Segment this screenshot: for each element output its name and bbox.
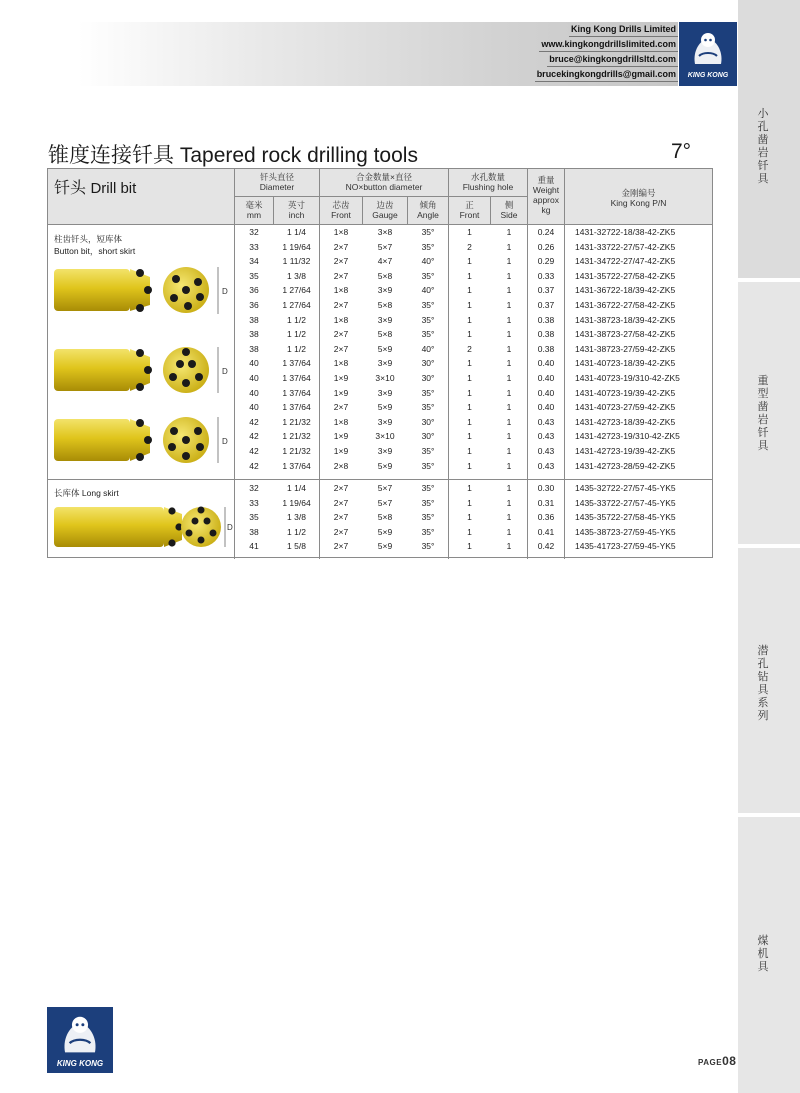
table-cell: 1 [506, 402, 512, 413]
sidebar-tab-heavy[interactable] [738, 282, 800, 544]
table-cell: 0.43 [537, 446, 555, 456]
gauge-button-header: 边齿 Gauge [372, 200, 398, 220]
table-cell: 1 [467, 373, 472, 383]
table-cell: 35 [249, 270, 259, 281]
table-cell: 1 [506, 256, 512, 267]
table-cell: 1×9 [333, 373, 349, 383]
table-cell: 0.43 [537, 416, 555, 427]
table-cell: 3×9 [377, 285, 393, 296]
table-cell: 1 [506, 343, 512, 354]
table-cell: 1 [467, 483, 472, 493]
table-cell: 35 [249, 512, 259, 523]
table-cell: 40 [249, 358, 259, 369]
table-cell: 1431-40723-27/59-42-ZK5 [575, 402, 676, 413]
table-cell: 0.29 [537, 256, 555, 267]
table-cell: 1435-38723-27/59-45-YK5 [575, 526, 676, 537]
table-cell: 1 37/64 [282, 387, 311, 398]
table-cell: 0.40 [537, 358, 555, 369]
page-title: 锥度连接钎具 Tapered rock drilling tools [48, 144, 418, 167]
table-cell: 38 [249, 329, 259, 340]
table-cell: 1431-40723-18/39-42-ZK5 [575, 358, 676, 369]
table-cell: 0.37 [537, 300, 555, 310]
sidebar-tab-dth[interactable] [738, 548, 800, 813]
drill-bit-illustrations [48, 169, 234, 559]
sidebar [738, 0, 800, 1093]
front-button-header: 芯齿 Front [331, 200, 351, 220]
table-cell: 0.30 [537, 483, 555, 493]
table-cell: 1 1/4 [287, 227, 306, 237]
table-cell: 33 [249, 241, 259, 252]
table-cell: 2×8 [333, 460, 349, 471]
table-cell: 1 19/64 [282, 241, 311, 252]
table-cell: 1 [467, 526, 472, 537]
table-cell: 1 [506, 241, 512, 252]
table-cell: 42 [249, 460, 259, 471]
table-cell: 1431-42723-19/310-42-ZK5 [575, 431, 680, 442]
table-cell: 1 [467, 358, 472, 369]
company-name: King Kong Drills Limited [569, 22, 678, 37]
table-cell: 3×10 [375, 431, 395, 442]
table-cell: 1 [506, 541, 512, 552]
table-cell: 35° [421, 483, 435, 493]
table-cell: 1 37/64 [282, 358, 311, 369]
table-cell: 38 [249, 314, 259, 325]
table-cell: 32 [249, 227, 259, 237]
table-cell: 1 [506, 497, 512, 508]
table-cell: 1 [467, 416, 472, 427]
weight-header: 重量 Weight approx kg [532, 175, 560, 215]
table-cell: 40° [421, 285, 435, 296]
table-cell: 0.37 [537, 285, 555, 296]
table-cell: 1 [467, 541, 472, 552]
table-cell: 5×9 [377, 343, 393, 354]
table-cell: 35° [421, 314, 435, 325]
table-cell: 5×9 [377, 460, 393, 471]
button-bit-image-2 [54, 347, 228, 393]
table-cell: 1×9 [333, 431, 349, 442]
website-link[interactable]: www.kingkongdrillslimited.com [539, 37, 678, 52]
table-cell: 5×8 [377, 512, 393, 523]
table-cell: 30° [421, 431, 435, 442]
table-cell: 1 [506, 358, 512, 369]
table-cell: 3×9 [377, 314, 393, 325]
table-cell: 1 21/32 [282, 446, 311, 456]
table-cell: 0.33 [537, 270, 555, 281]
table-cell: 1 [506, 512, 512, 523]
pn-header: 金刚编号 King Kong P/N [610, 188, 667, 208]
table-cell: 36 [249, 285, 259, 296]
table-cell: 35° [421, 329, 435, 340]
table-cell: 1435-35722-27/58-45-YK5 [575, 512, 676, 523]
sidebar-tab-label: 煤机具 [757, 935, 769, 973]
table-cell: 1 1/2 [287, 314, 306, 325]
table-cell: 32 [249, 483, 259, 493]
table-cell: 5×7 [377, 241, 393, 252]
long-skirt-bit-image [54, 507, 233, 548]
logo-text: KING KONG [687, 72, 729, 79]
button-bit-image-3 [54, 417, 228, 463]
buttons-header: 合金数量×直径 NO×button diameter [345, 172, 423, 192]
inch-header: 英寸 inch [287, 200, 305, 220]
table-cell: 4×7 [377, 256, 393, 267]
table-cell: 2 [467, 241, 472, 252]
table-cell: 1431-42723-18/39-42-ZK5 [575, 416, 676, 427]
table-cell: 40° [421, 343, 435, 354]
table-cell: 1 37/64 [282, 373, 311, 383]
table-cell: 40 [249, 387, 259, 398]
table-cell: 5×8 [377, 270, 393, 281]
table-cell: 1 1/2 [287, 329, 306, 340]
table-cell: 1 [506, 329, 512, 340]
table-cell: 36 [249, 300, 259, 310]
table-cell: 1431-32722-18/38-42-ZK5 [575, 227, 676, 237]
drill-bit-table [47, 168, 713, 558]
table-cell: 5×9 [377, 541, 393, 552]
table-cell: 0.26 [537, 241, 555, 252]
table-cell: 3×9 [377, 446, 393, 456]
table-cell: 33 [249, 497, 259, 508]
flushing-header: 水孔数量 Flushing hole [462, 172, 514, 192]
table-cell: 2×7 [333, 329, 349, 340]
table-cell: 1 [467, 314, 472, 325]
king-kong-logo-bottom [47, 1007, 113, 1073]
table-cell: 1 [506, 285, 512, 296]
table-cell: 1435-33722-27/57-45-YK5 [575, 497, 676, 508]
table-cell: 42 [249, 431, 259, 442]
table-cell: 0.43 [537, 431, 555, 442]
diameter-header: 钎头直径 Diameter [259, 172, 295, 192]
table-cell: 1 [467, 402, 472, 413]
table-cell: 1431-38723-18/39-42-ZK5 [575, 314, 676, 325]
table-cell: 0.38 [537, 343, 555, 354]
table-cell: 2×7 [333, 402, 349, 413]
table-cell: 35° [421, 497, 435, 508]
product-name-en: Drill bit [90, 180, 137, 197]
table-cell: 35° [421, 241, 435, 252]
table-cell: 1431-35722-27/58-42-ZK5 [575, 270, 676, 281]
table-cell: 1431-42723-19/39-42-ZK5 [575, 446, 676, 456]
table-cell: 0.42 [537, 541, 555, 552]
table-cell: 2×7 [333, 300, 349, 310]
table-cell: 1 3/8 [287, 270, 306, 281]
section-label-short-skirt: 柱齿钎头，短库体 Button bit，short skirt [54, 234, 136, 256]
table-cell: 1 11/32 [282, 256, 311, 267]
table-cell: 35° [421, 300, 435, 310]
table-cell: 1×8 [333, 285, 349, 296]
table-cell: 1 19/64 [282, 497, 311, 508]
table-cell: 2×7 [333, 512, 349, 523]
table-cell: 5×7 [377, 483, 393, 493]
table-cell: 1 1/2 [287, 526, 306, 537]
table-cell: 40° [421, 256, 435, 267]
table-cell: 3×9 [377, 416, 393, 427]
table-cell: 0.24 [537, 227, 555, 237]
table-cell: 30° [421, 416, 435, 427]
table-cell: 1 3/8 [287, 512, 306, 523]
table-cell: 1431-34722-27/47-42-ZK5 [575, 256, 676, 267]
table-cell: 2×7 [333, 256, 349, 267]
table-cell: 38 [249, 526, 259, 537]
table-cell: 1 1/4 [287, 483, 306, 493]
table-cell: 40 [249, 373, 259, 383]
svg-text:D: D [222, 437, 228, 446]
table-cell: 0.38 [537, 314, 555, 325]
gorilla-icon [55, 1011, 105, 1057]
table-cell: 5×8 [377, 329, 393, 340]
table-cell: 35° [421, 270, 435, 281]
table-cell: 34 [249, 256, 259, 267]
table-cell: 1431-38723-27/58-42-ZK5 [575, 329, 676, 340]
table-cell: 1 [506, 526, 512, 537]
table-cell: 1 [506, 416, 512, 427]
sidebar-tab-label: 潜孔钻具系列 [757, 645, 769, 722]
table-cell: 1 37/64 [282, 402, 311, 413]
table-cell: 0.40 [537, 402, 555, 413]
table-cell: 1 [506, 227, 512, 237]
table-cell: 1 [506, 446, 512, 456]
section-label-long-skirt: 长库体 Long skirt [54, 488, 119, 498]
table-cell: 1431-42723-28/59-42-ZK5 [575, 460, 676, 471]
table-cell: 30° [421, 373, 435, 383]
table-cell: 1 [467, 512, 472, 523]
table-cell: 2×7 [333, 483, 349, 493]
button-bit-image-1 [54, 267, 228, 314]
table-cell: 38 [249, 343, 259, 354]
table-cell: 2×7 [333, 526, 349, 537]
table-cell: 1 [467, 270, 472, 281]
table-cell: 1×8 [333, 227, 349, 237]
table-cell: 1×8 [333, 358, 349, 369]
table-cell: 35° [421, 460, 435, 471]
table-cell: 1 21/32 [282, 416, 311, 427]
table-cell: 1 [467, 431, 472, 442]
table-cell: 2×7 [333, 343, 349, 354]
sidebar-tab-label: 重型凿岩钎具 [757, 375, 769, 452]
logo-text: KING KONG [56, 1059, 104, 1068]
table-cell: 35° [421, 227, 435, 237]
table-cell: 35° [421, 541, 435, 552]
table-cell: 1 [467, 329, 472, 340]
table-cell: 42 [249, 416, 259, 427]
table-cell: 5×9 [377, 526, 393, 537]
table-cell: 1 [467, 256, 472, 267]
table-cell: 35° [421, 402, 435, 413]
angle-header: 倾角 Angle [417, 200, 439, 220]
product-name-cn: 钎头 [54, 180, 87, 197]
sidebar-tab-small-hole[interactable] [738, 0, 800, 278]
table-cell: 2×7 [333, 497, 349, 508]
sidebar-tab-coal[interactable] [738, 817, 800, 1093]
table-cell: 41 [249, 541, 259, 552]
table-cell: 1 37/64 [282, 460, 311, 471]
table-cell: 1 [467, 285, 472, 296]
email-link-1[interactable]: bruce@kingkongdrillsltd.com [547, 52, 678, 67]
svg-text:D: D [227, 523, 233, 532]
table-cell: 0.41 [537, 526, 555, 537]
taper-angle: 7° [671, 140, 692, 163]
table-cell: 1 [506, 300, 512, 310]
table-cell: 1435-32722-27/57-45-YK5 [575, 483, 676, 493]
table-cell: 1 [506, 460, 512, 471]
flush-side-header: 侧 Side [500, 200, 518, 220]
table-cell: 1 [467, 227, 472, 237]
table-cell: 1 [467, 387, 472, 398]
page-number: PAGE08 [698, 1054, 737, 1068]
table-cell: 5×9 [377, 402, 393, 413]
table-cell: 2×7 [333, 241, 349, 252]
table-cell: 35° [421, 387, 435, 398]
svg-text:D: D [222, 367, 228, 376]
table-cell: 1 [506, 387, 512, 398]
table-cell: 35° [421, 512, 435, 523]
table-cell: 5×7 [377, 497, 393, 508]
table-cell: 2×7 [333, 270, 349, 281]
table-cell: 1431-40723-19/39-42-ZK5 [575, 387, 676, 398]
table-cell: 1 [467, 497, 472, 508]
table-cell: 1 5/8 [287, 541, 306, 552]
table-cell: 0.38 [537, 329, 555, 340]
table-cell: 0.43 [537, 460, 555, 471]
table-cell: 1431-40723-19/310-42-ZK5 [575, 373, 680, 383]
table-cell: 1 [506, 373, 512, 383]
table-cell: 0.40 [537, 387, 555, 398]
table-cell: 1 [467, 446, 472, 456]
table-cell: 0.31 [537, 497, 555, 508]
table-cell: 1 [506, 431, 512, 442]
flush-front-header: 正 Front [459, 200, 480, 220]
table-cell: 2 [467, 343, 472, 354]
king-kong-logo [679, 22, 737, 86]
table-cell: 0.36 [537, 512, 555, 523]
table-cell: 1 27/64 [282, 300, 311, 310]
gorilla-icon [687, 28, 729, 68]
table-cell: 1 [506, 483, 512, 493]
table-cell: 3×9 [377, 387, 393, 398]
table-cell: 3×8 [377, 227, 393, 237]
table-cell: 1 1/2 [287, 343, 306, 354]
table-cell: 35° [421, 526, 435, 537]
table-cell: 40 [249, 402, 259, 413]
table-cell: 1431-33722-27/57-42-ZK5 [575, 241, 676, 252]
table-cell: 1×9 [333, 387, 349, 398]
table-cell: 35° [421, 446, 435, 456]
table-cell: 1 27/64 [282, 285, 311, 296]
svg-text:D: D [222, 287, 228, 296]
table-cell: 1435-41723-27/59-45-YK5 [575, 541, 676, 552]
table-cell: 30° [421, 358, 435, 369]
table-cell: 3×9 [377, 358, 393, 369]
table-cell: 1×8 [333, 314, 349, 325]
table-cell: 1×9 [333, 446, 349, 456]
table-cell: 1431-38723-27/59-42-ZK5 [575, 343, 676, 354]
mm-header: 毫米 mm [245, 200, 263, 220]
table-cell: 1 [467, 300, 472, 310]
table-cell: 1 21/32 [282, 431, 311, 442]
table-cell: 5×8 [377, 300, 393, 310]
table-cell: 1431-36722-27/58-42-ZK5 [575, 300, 676, 310]
table-cell: 42 [249, 446, 259, 456]
table-cell: 1 [506, 314, 512, 325]
table-cell: 1 [506, 270, 512, 281]
header-contact [535, 22, 678, 82]
table-cell: 1431-36722-18/39-42-ZK5 [575, 285, 676, 296]
table-cell: 3×10 [375, 373, 395, 383]
table-cell: 2×7 [333, 541, 349, 552]
table-cell: 1×8 [333, 416, 349, 427]
table-cell: 0.40 [537, 373, 555, 383]
table-cell: 1 [467, 460, 472, 471]
sidebar-tab-label: 小孔凿岩钎具 [757, 108, 769, 185]
email-link-2[interactable]: brucekingkongdrills@gmail.com [535, 67, 678, 82]
